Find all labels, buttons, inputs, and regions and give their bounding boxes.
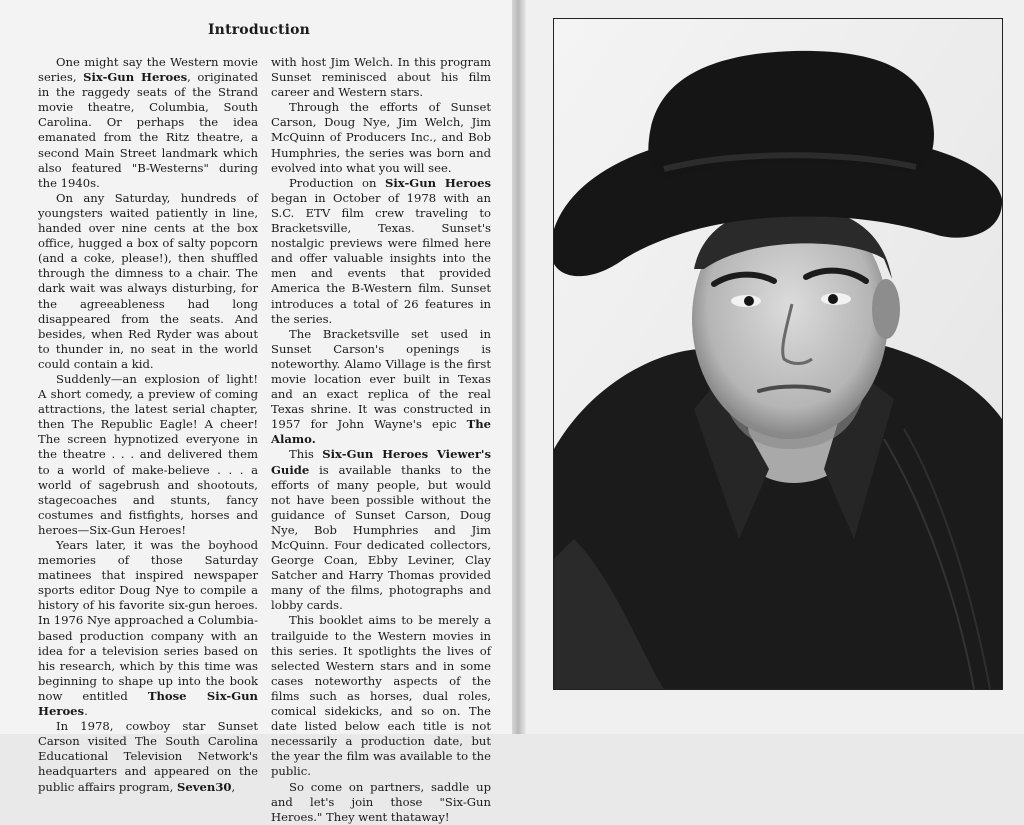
text-run: This	[289, 447, 323, 462]
bold-title-run: Six-Gun Heroes	[385, 175, 491, 190]
text-run: The Bracketsville set used in Sunset Carson's openings is noteworthy. Alamo Village is the first movie location ever built in Texas and an exact replica of the real Texas shrine. It was constructed in 1957 for John Wayne's epic	[271, 326, 491, 432]
bold-title-run: Six-Gun Heroes Viewer's Guide	[271, 447, 491, 477]
text-column-2	[271, 55, 491, 825]
text-run: One might say the Western movie series,	[38, 55, 258, 85]
cowboy-portrait-photo	[553, 18, 1003, 690]
paragraph	[38, 538, 258, 719]
bold-title-run: Six-Gun Heroes	[83, 70, 188, 85]
text-run: ,	[231, 779, 236, 794]
paragraph	[271, 176, 491, 327]
paragraph	[38, 719, 258, 794]
paragraph: with host Jim Welch. In this program Sunset reminisced about his film career and Western stars.	[271, 55, 491, 100]
bold-title-run: Seven30	[177, 779, 232, 794]
bold-title-run: The Alamo.	[271, 417, 491, 447]
bold-title-run: Those Six-Gun Heroes	[38, 688, 258, 719]
paragraph: On any Saturday, hundreds of youngsters waited patiently in line, handed over nine cents at the box office, hugged a box of salty popcorn (and a coke, please!), then shuffled through the dimness to a chair. The dark wait was always disturbing, for the agreeableness had long disappeared from the seats. And besides, when Red Ryder was about to thunder in, no seat in the world could contain a kid.	[38, 190, 258, 371]
text-run: , originated in the raggedy seats of the Strand movie theatre, Columbia, South Carolina. Or perhaps the idea emanated from the Ritz theatre, a second Main Street landmark which also featured "B-Westerns" during the 1940s.	[38, 70, 258, 190]
text-run: Years later, it was the boyhood memories of those Saturday matinees that inspired newspaper sports editor Doug Nye to compile a history of his favorite six-gun heroes. In 1976 Nye approached a Columbia-based production company with an idea for a television series based on his research, which by this time was beginning to shape up into the book now entitled	[38, 538, 258, 703]
text-run: Production on	[289, 175, 385, 190]
text-column-1	[38, 55, 258, 795]
text-run: is available thanks to the efforts of many people, but would not have been possible without the guidance of Sunset Carson, Doug Nye, Bob Humphries and Jim McQuinn. Four dedicated collectors, George Coan, Ebby Leviner, Clay Satcher and Harry Thomas provided many of the films, photographs and lobby cards.	[271, 462, 491, 613]
book-gutter	[512, 0, 526, 734]
paragraph	[38, 55, 258, 191]
paragraph: Suddenly—an explosion of light! A short comedy, a preview of coming attractions, the latest serial chapter, then The Republic Eagle! A cheer! The screen hypnotized everyone in the theatre . . . and delivered them to a world of make-believe . . . a world of sagebrush and shootouts, stagecoaches and stunts, fancy costumes and fistfights, horses and heroes—Six-Gun Heroes!	[38, 371, 258, 537]
paragraph: Through the efforts of Sunset Carson, Doug Nye, Jim Welch, Jim McQuinn of Producers Inc., and Bob Humphries, the series was born and evolved into what you will see.	[271, 100, 491, 175]
page-title: Introduction	[207, 22, 311, 38]
paragraph	[271, 447, 491, 613]
paragraph: So come on partners, saddle up and let's join those "Six-Gun Heroes." They went thataway!	[271, 779, 491, 824]
text-run: In 1978, cowboy star Sunset Carson visited The South Carolina Educational Television Network's headquarters and appeared on the public affairs program,	[38, 719, 258, 794]
portrait-illustration	[554, 19, 1002, 689]
paragraph	[271, 327, 491, 448]
text-run: began in October of 1978 with an S.C. ETV film crew traveling to Bracketsville, Texas. Sunset's nostalgic previews were filmed here and offer valuable insights into the men and events that provided America the B-Western film. Sunset introduces a total of 26 features in the series.	[271, 190, 491, 326]
paragraph: This booklet aims to be merely a trailguide to the Western movies in this series. It spotlights the lives of selected Western stars and in some cases noteworthy aspects of the films such as horses, dual roles, comical sidekicks, and so on. The date listed below each title is not necessarily a production date, but the year the film was available to the public.	[271, 613, 491, 779]
text-run: .	[84, 704, 88, 719]
